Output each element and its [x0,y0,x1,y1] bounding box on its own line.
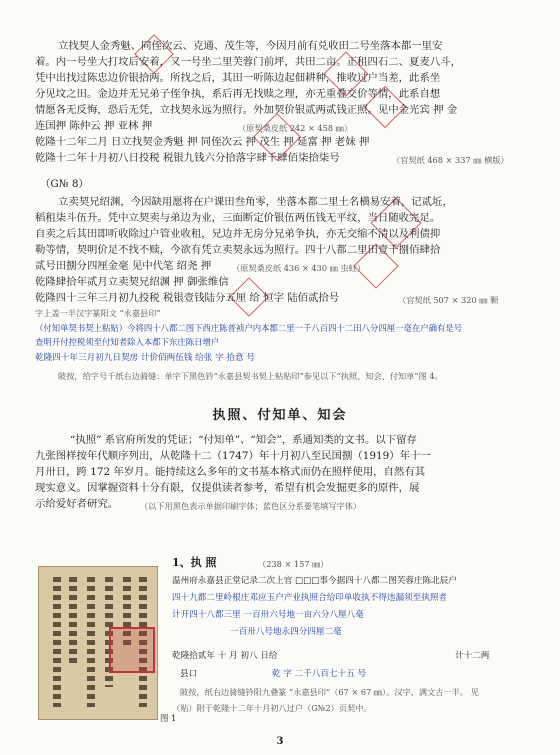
deed1-line: 乾隆十二年二月 日立找契金秀魁 押 同侄次云 押 茂生 押 延富 押 老妹 押 [35,136,370,148]
intro-note: （以下用黑色表示单据印刷字体；蓝色区分系要笔填写字体） [140,501,362,511]
deed1-paper-note: （官契纸 468 × 337 ㎜ 横版） [392,155,509,165]
license-line: 一百卅八号地永四分四厘二毫 [230,627,342,637]
deed2-line: 贰号田捌分四厘金毫 见中代笔 绍尧 押 [35,260,212,272]
deed1-line: 凭中出找过陈忠边价银拾两。所找之后，其田一听陈边起佃耕种，推收过户当差，此系坐 [35,72,441,84]
intro-line: 月卅日，跨 172 年岁月。能持续这么多年的文书基本格式而仍在照样使用，自然有其 [35,466,426,478]
license-commentary: （贴）附于乾隆十二年十月初八过户（G№2）页契中。 [172,703,372,713]
deed2-paper-note: （官契纸 507 × 320 ㎜ 颗 [398,295,499,305]
deed1-line: 情愿各无反悔，恐后无凭，立找契永远为照行。外加契价银贰两贰钱正照。见中金光宾 押 金 [35,104,458,116]
page-number: 3 [276,736,284,747]
intro-line: 示给爱好者研究。 [35,498,119,510]
license-line: 四十九都二里岭根庄邓应玉户产业执照合给印单收执不得违漏须至执照者 [172,593,448,603]
deed1-paper-note: （原契桑皮纸 242 × 458 ㎜） [238,123,353,133]
deed2-attachment-line: （付知单契书契上粘贴）今将四十八都二图下西庄陈普祯户内本都二里一千八百四十二田八分四厘一毫在户确有是号 [35,323,463,333]
deed2-line: 乾隆肆拾年贰月立卖契兄绍渊 押 御张维信 [35,276,229,288]
deed1-line: 分见坟之田。金边并无兄弟子侄争执，系后再无找赎之理，亦无重叠交价等情，此系自想 [35,88,441,100]
deed2-number: （G№ 8） [40,178,89,190]
intro-line: 九张图样按年代顺序列出，从乾隆十二（1747）年十月初八至民国捌（1919）年十一 [35,450,431,462]
deed2-line: 稻租柒斗伍升。凭中立契卖与弟边为业，三面断定价银伍两伍钱无平纹，当日随收完足。 [35,212,441,224]
deed2-tax-line: 乾隆四十三年三月初九投税 税银壹钱陆分五厘 给 恒字 陆佰贰拾号 [35,292,340,304]
license-county: 县口 [180,669,198,679]
deed2-commentary: 陂按，给字号千纸右边骑缝：单字下黑色钤“永嘉县契书契上粘贴印”参见以下“执照、知会、付知单”图 4。 [58,371,443,381]
deed2-line: 勒等情，契明价足不找不赎，今欲有凭立卖契永远为照行。四十八都二里田壹千捌佰肆拾 [35,244,441,256]
figure-caption: 图 1 [160,713,177,723]
deed2-paper-note: 字上盖一半汉字篆阳文 “永嘉县印” [35,308,161,318]
item-size: （238 × 157 ㎜） [258,559,329,569]
deed2-line: 自卖之后其田即听收除过户管业收租，兄边并无房分兄弟争执，亦无交缩不清以及利债抑 [35,228,441,240]
intro-line: 现实意义。因掌握资料十分有限，仅提供读者参考，希望有机会发掘更多的原件，展 [35,482,420,494]
license-commentary: 陂按，纸右边骑缝钤阳九叠篆 “永嘉县印”（67 × 67 ㎜）。汉字、满文古一半。 见 [180,687,479,697]
deed2-line: 立卖契兄绍渊，今因缺用愿将在户课田叁角零，坐落本都二里土名横易安着，记贰坵， [58,196,453,208]
intro-line: “执照” 系官府所发的凭证；“付知单”、“知会”，系通知类的文书。以下留存 [70,434,417,446]
deed2-paper-note: （原契桑皮纸 436 × 430 ㎜ 虫蛀） [232,263,366,273]
item-heading: 1、执 照 [172,556,217,569]
license-amount: 计十二两 [455,651,490,661]
section-title: 执照、付知单、知会 [212,408,348,423]
license-number: 乾 字 二千八百七十五 号 [272,669,367,679]
red-seal-stamp [109,627,155,673]
license-document-photo [38,566,158,720]
license-date: 乾隆拾贰年 十 月 初八 日给 [172,651,278,661]
license-line: 温州府永嘉县正堂记录二次上官 □□□事今据四十八都二图芙蓉庄陈北辰户 [172,576,457,586]
deed1-line: 连国押 陈仲云 押 亚林 押 [35,120,153,132]
deed1-line: 立找契人金秀魁、同侄次云、克通、茂生等，今因月前有兑收田二号坐落本都一里安 [58,40,443,52]
deed2-receipt-line: 乾隆四十年三月初九日契房 计价佰两伍钱 给张 字 拾意 号 [35,353,255,363]
license-line: 计开四十八都三里 一百卅六号地一亩六分八厘八毫 [172,610,364,620]
deed2-attachment-line: 查明开付控税须至付知者除入本都下东庄陈日增户 [35,337,220,347]
deed1-line: 着。内一号坐大打坟后安着，又一号坐二里芙蓉门前坪，共田二亩。正租四石二、夏麦八斗， [35,56,462,68]
deed1-tax-line: 乾隆十二年十月初八日投税 税银九钱六分拾落字肆千肆佰柒拾柒号 [35,152,340,164]
